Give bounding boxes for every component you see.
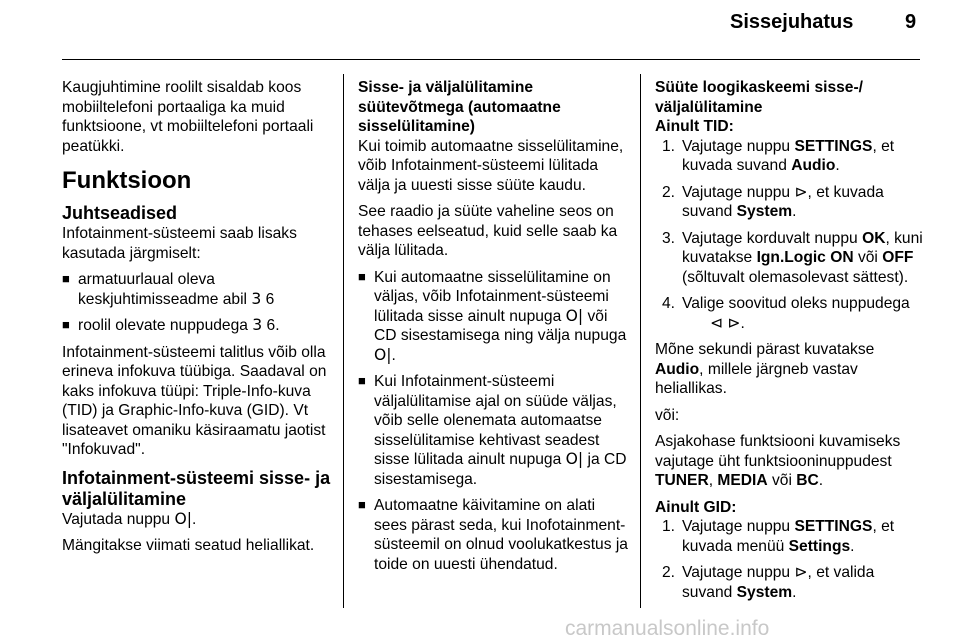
page-number: 9: [905, 11, 917, 33]
column-divider-1: [343, 74, 344, 608]
subheading-ignition: Sisse- ja väljalülitamine süütevõtmega (automaatne sisselülitamine): [358, 79, 561, 135]
controls-paragraph: Infotainment-süsteemi saab lisaks kasutada järgmiselt:: [62, 225, 297, 262]
section-heading-funktsioon: Funktsioon: [62, 167, 192, 194]
tid-label: Ainult TID:: [655, 118, 734, 135]
list-item: 3. Vajutage korduvalt nuppu OK, kuni kuvatakse Ign.Logic ON või OFF (sõltuvalt olemasolevast sättest).: [662, 229, 923, 286]
list-item: 4. Valige soovitud oleks nuppudega ⊲ ⊳.: [662, 295, 910, 332]
intro-paragraph: Kaugjuhtimine roolilt sisaldab koos mobiiltelefoni portaaliga ka muid funktsioone, vt mobiiltelefoni portaali peatükki.: [62, 79, 314, 155]
list-item: ■ Automaatne käivitamine on alati sees pärast seda, kui Inofotainment-süsteemil on olnud voolukatkestus ja toide on uuesti ühendatud.: [358, 496, 628, 574]
page-ref-icon: 3: [251, 289, 262, 308]
list-item: 1. Vajutage nuppu SETTINGS, et kuvada menüü Settings.: [662, 518, 895, 555]
display-types-paragraph: Infotainment-süsteemi talitlus võib olla erineva infokuva tüübiga. Saadaval on kaks infokuva tüüpi: Triple-Info-kuva (TID) ja Graphic-Info-kuva (GID). Vt lisateavet omaniku käsiraamatu jaotist "Infokuvad".: [62, 343, 327, 458]
column-1: [62, 78, 332, 563]
after-paragraph: Mõne sekundi pärast kuvatakse Audio, millele järgneb vastav heliallikas.: [655, 341, 875, 397]
controls-list: [62, 270, 332, 336]
column-divider-2: [640, 74, 641, 608]
ignition-paragraph-2: See raadio ja süüte vaheline seos on tehases eelseatud, kuid selle saab ka välja lülitada.: [358, 203, 618, 259]
list-item: 2. Vajutage nuppu ⊳, et kuvada suvand System.: [662, 182, 884, 220]
ignition-paragraph-1: Kui toimib automaatne sisselülitamine, võib Infotainment-süsteemi lülitada välja ja uuesti sisse süüte kaudu.: [358, 137, 624, 194]
right-arrow-icon: ⊳: [727, 313, 741, 332]
power-icon: O|: [374, 345, 392, 364]
or-label: või:: [655, 406, 680, 424]
header-rule: [62, 59, 920, 60]
watermark-text: carmanualsonline.info: [565, 617, 770, 640]
tid-steps: [655, 137, 925, 334]
column-2: [358, 78, 628, 581]
gid-label: Ainult GID:: [655, 498, 737, 516]
list-item: 1. Vajutage nuppu SETTINGS, et kuvada suvand Audio.: [662, 137, 895, 174]
subheading-juhtseadised: Juhtseadised: [62, 203, 178, 223]
column-3: [655, 78, 925, 609]
right-arrow-icon: ⊳: [794, 182, 808, 201]
page-ref-icon: 3: [252, 316, 263, 334]
subheading-ignition-logic: Süüte loogikaskeemi sisse-/ väljalülitamine: [655, 79, 864, 116]
list-item: ■ Kui automaatne sisselülitamine on väljas, võib Infotainment-süsteemi lülitada sisse ainult nupuga O| või CD sisestamisega ning välja nupuga O|.: [358, 268, 628, 366]
left-arrow-icon: ⊲: [710, 313, 724, 332]
power-icon: O|: [565, 306, 584, 325]
page-header-title: Sissejuhatus: [730, 11, 854, 33]
last-source-paragraph: Mängitakse viimati seatud heliallikat.: [62, 537, 315, 554]
gid-steps: [655, 517, 925, 602]
right-arrow-icon: ⊳: [794, 563, 808, 581]
list-item: ■ armatuurlaual oleva keskjuhtimisseadme abil 3 6: [62, 270, 332, 309]
subheading-on-off: Infotainment-süsteemi sisse- ja väljalülitamine: [62, 467, 331, 509]
list-item: ■ Kui Infotainment-süsteemi väljalülitamise ajal on süüde väljas, võib selle olenemata automaatse sisselülitamise kehtivast seadest sisse lülitada ainult nupuga O| ja CD sisestamisega.: [358, 372, 628, 489]
power-icon: O|: [174, 509, 192, 528]
list-item: 2. Vajutage nuppu ⊳, et valida suvand System.: [662, 563, 875, 601]
function-paragraph: Asjakohase funktsiooni kuvamiseks vajutage üht funktsiooninuppudest TUNER, MEDIA või BC.: [655, 433, 901, 489]
list-item: ■ roolil olevate nuppudega 3 6.: [62, 316, 332, 336]
ignition-list: [358, 268, 628, 575]
power-icon: O|: [565, 450, 584, 468]
on-off-paragraph: Vajutada nuppu O|.: [62, 509, 197, 528]
